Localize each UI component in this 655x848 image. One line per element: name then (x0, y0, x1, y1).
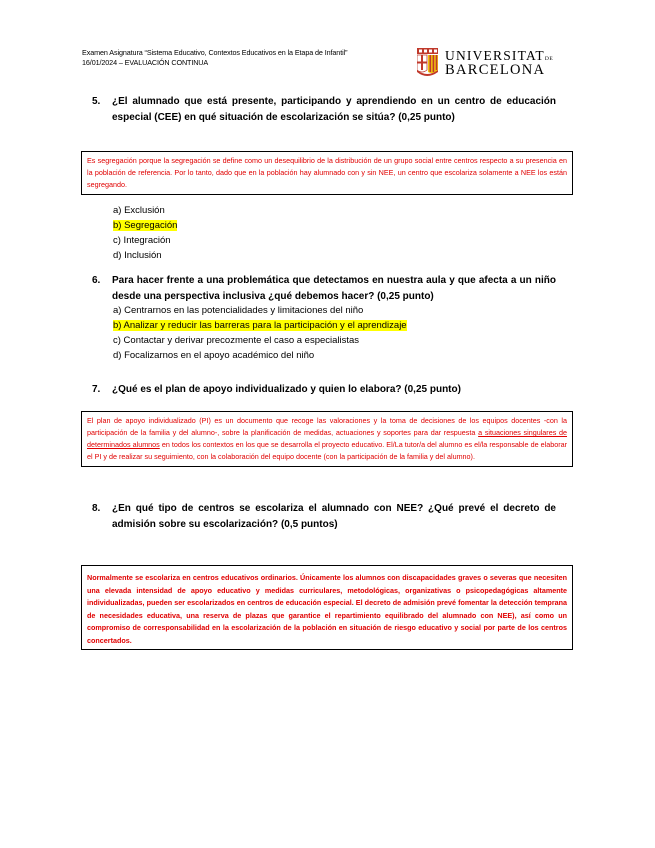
header-course-line: Examen Asignatura “Sistema Educativo, Contextos Educativos en la Etapa de Infantil” (82, 48, 348, 57)
question-number: 8. (92, 503, 101, 514)
question-number: 5. (92, 96, 101, 107)
question-7 (92, 382, 556, 398)
option-a: a) Centrarnos en las potencialidades y limitaciones del niño (113, 305, 364, 316)
answer-box-7: El plan de apoyo individualizado (PI) es un documento que recoge las valoraciones y la toma de decisiones de los equipos docentes -con la participación de la familia y del alumno-, sobre la planificación de medidas, actuaciones y soportes para dar respuesta a situaciones singulares de determinados alumnos en todos los contextos en los que se desarrolla el proyecto educativo. El/La tutor/a del alumno es el/la responsable de elaborar el PI y de realizar su seguimiento, con la colaboración del equipo docente (con la participación de la familia y del alumno). (81, 411, 573, 467)
university-shield-icon (417, 48, 438, 78)
question-text: ¿En qué tipo de centros se escolariza el alumnado con NEE? ¿Qué prevé el decreto de admisión sobre su escolarización? (0,5 puntos) (112, 503, 556, 530)
highlighted-option: b) Segregación (113, 220, 178, 231)
option-a: a) Exclusión (113, 205, 165, 216)
question-text: ¿El alumnado que está presente, participando y aprendiendo en un centro de educación especial (CEE) en qué situación de escolarización se sitúa? (0,25 punto) (112, 96, 556, 123)
document-header (82, 48, 347, 68)
answer-box-8: Normalmente se escolariza en centros educativos ordinarios. Únicamente los alumnos con discapacidades graves o severas que necesiten una elevada intensidad de apoyo educativo y medidas curriculares, metodológicas, organizativas o psicopedagógicas altamente individualizadas, pueden ser escolarizados en centros de educación especial. El decreto de admisión prevé fomentar la detección temprana de necesidades educativa, una reserva de plazas que garantice el repartimiento equilibrado del alumnado con NEE), así como un compromiso de corresponsabilidad en la escolarización de la población en situación de riesgo educativo y social por parte de los centros concertados. (81, 565, 573, 650)
question-text: Para hacer frente a una problemática que detectamos en nuestra aula y que afecta a un niño desde una perspectiva inclusiva ¿qué debemos hacer? (0,25 punto) (112, 275, 556, 302)
logo-barcelona-text: BARCELONA (445, 62, 546, 78)
option-b (113, 318, 407, 333)
options-5 (113, 203, 177, 263)
question-text: ¿Qué es el plan de apoyo individualizado y quien lo elabora? (0,25 punto) (112, 384, 461, 395)
question-5 (92, 94, 556, 126)
header-date-line: 16/01/2024 – EVALUACIÓN CONTINUA (82, 58, 209, 67)
underlined-phrase: a situaciones singulares de determinados alumnos (87, 428, 568, 449)
question-8 (92, 501, 556, 533)
option-d: d) Inclusión (113, 250, 162, 261)
option-b (113, 218, 177, 233)
option-c: c) Contactar y derivar precozmente el caso a especialistas (113, 335, 360, 346)
logo-universitat-text: UNIVERSITATDE (445, 48, 554, 63)
options-6 (113, 303, 407, 363)
question-number: 7. (92, 384, 101, 395)
answer-box-5: Es segregación porque la segregación se define como un desequilibrio de la distribución de un grupo social entre centros respecto a su presencia en la población de referencia. Por lo tanto, dado que en la población hay alumnado con y sin NEE, un centro que escolariza solamente a NEE los están segregando. (81, 151, 573, 195)
university-logo (417, 48, 554, 80)
option-d: d) Focalizarnos en el apoyo académico del niño (113, 350, 315, 361)
question-6 (92, 273, 556, 305)
question-number: 6. (92, 275, 101, 286)
option-c: c) Integración (113, 235, 171, 246)
highlighted-option: b) Analizar y reducir las barreras para la participación y el aprendizaje (113, 320, 407, 331)
